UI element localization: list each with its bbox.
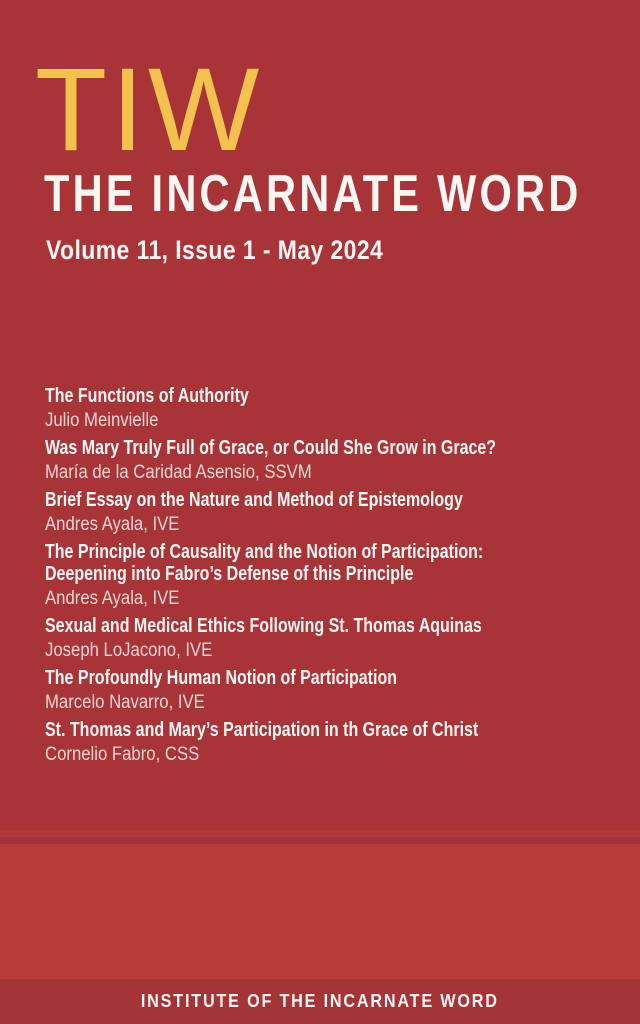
toc-entry — [45, 719, 640, 765]
toc-entry-author: Marcelo Navarro, IVE — [45, 692, 205, 713]
toc-entry — [45, 437, 640, 483]
toc-entry-author: Julio Meinvielle — [45, 410, 159, 431]
toc-entry-author: Cornelio Fabro, CSS — [45, 744, 200, 765]
journal-title: THE INCARNATE WORD — [44, 165, 582, 223]
toc-entry-title — [45, 541, 640, 585]
toc-entry-author: Andres Ayala, IVE — [45, 514, 180, 535]
toc-entry-title-line: The Profoundly Human Notion of Participation — [45, 667, 397, 689]
toc-entry — [45, 385, 640, 431]
toc-entry — [45, 489, 640, 535]
toc-entry-title-line: Sexual and Medical Ethics Following St. Thomas Aquinas — [45, 615, 482, 637]
toc-entry-title-line: St. Thomas and Mary’s Participation in th Grace of Christ — [45, 719, 479, 741]
table-of-contents — [45, 385, 640, 771]
toc-entry-author: María de la Caridad Asensio, SSVM — [45, 462, 312, 483]
toc-entry-title — [45, 385, 640, 407]
divider-stripe-dark — [0, 837, 640, 844]
toc-entry-title — [45, 667, 640, 689]
toc-entry-title-line: The Principle of Causality and the Notion of Participation: — [45, 541, 484, 563]
footer-band — [0, 979, 640, 1024]
toc-entry-title — [45, 489, 640, 511]
issue-subtitle: Volume 11, Issue 1 - May 2024 — [46, 235, 384, 265]
toc-entry-title-line: The Functions of Authority — [45, 385, 249, 407]
toc-entry-title-line: Deepening into Fabro’s Defense of this Principle — [45, 563, 414, 585]
toc-entry-title — [45, 437, 640, 459]
footer-text: INSTITUTE OF THE INCARNATE WORD — [141, 991, 499, 1011]
toc-entry — [45, 541, 640, 609]
toc-entry-title — [45, 615, 640, 637]
toc-entry-title-line: Brief Essay on the Nature and Method of Epistemology — [45, 489, 463, 511]
toc-entry-author: Andres Ayala, IVE — [45, 588, 180, 609]
toc-entry — [45, 615, 640, 661]
divider-stripe-light — [0, 830, 640, 837]
toc-entry-title-line: Was Mary Truly Full of Grace, or Could She Grow in Grace? — [45, 437, 497, 459]
toc-entry-title — [45, 719, 640, 741]
toc-entry-author: Joseph LoJacono, IVE — [45, 640, 213, 661]
tiw-logo: TIW — [35, 44, 264, 176]
lower-section — [0, 844, 640, 979]
toc-entry — [45, 667, 640, 713]
